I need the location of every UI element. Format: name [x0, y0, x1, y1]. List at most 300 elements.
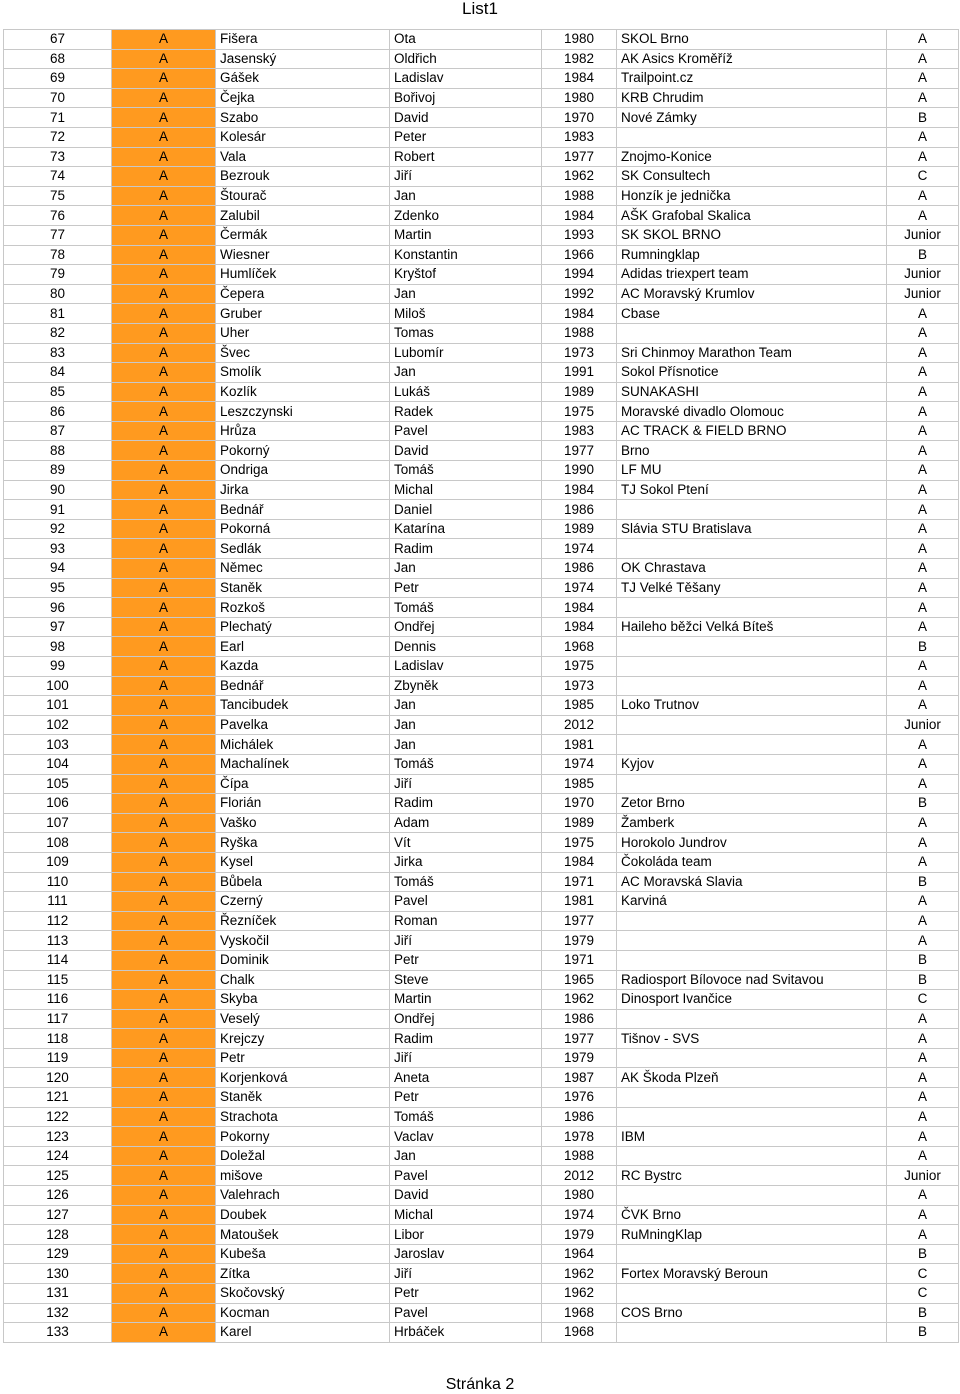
firstname-cell: Daniel: [390, 500, 542, 520]
birth-year-cell: 1981: [542, 735, 617, 755]
category-cell: A: [112, 147, 216, 167]
group-cell: A: [887, 127, 959, 147]
category-cell: A: [112, 30, 216, 50]
birth-year-cell: 1986: [542, 1009, 617, 1029]
category-cell: A: [112, 1107, 216, 1127]
category-cell: A: [112, 735, 216, 755]
group-cell: Junior: [887, 715, 959, 735]
firstname-cell: Martin: [390, 990, 542, 1010]
club-cell: Karviná: [617, 892, 887, 912]
surname-cell: mišove: [216, 1166, 390, 1186]
category-cell: A: [112, 1068, 216, 1088]
surname-cell: Staněk: [216, 1088, 390, 1108]
group-cell: A: [887, 500, 959, 520]
club-cell: COS Brno: [617, 1303, 887, 1323]
group-cell: A: [887, 559, 959, 579]
table-row: [4, 108, 959, 128]
firstname-cell: Pavel: [390, 421, 542, 441]
category-cell: A: [112, 167, 216, 187]
category-cell: A: [112, 461, 216, 481]
club-cell: Kyjov: [617, 754, 887, 774]
row-number: 115: [4, 970, 112, 990]
firstname-cell: Steve: [390, 970, 542, 990]
group-cell: Junior: [887, 225, 959, 245]
table-row: [4, 343, 959, 363]
table-row: [4, 676, 959, 696]
firstname-cell: Jan: [390, 186, 542, 206]
firstname-cell: Zbyněk: [390, 676, 542, 696]
category-cell: A: [112, 794, 216, 814]
table-row: [4, 774, 959, 794]
group-cell: A: [887, 852, 959, 872]
row-number: 109: [4, 852, 112, 872]
birth-year-cell: 1977: [542, 911, 617, 931]
group-cell: A: [887, 421, 959, 441]
group-cell: A: [887, 598, 959, 618]
surname-cell: Chalk: [216, 970, 390, 990]
table-row: [4, 1264, 959, 1284]
row-number: 116: [4, 990, 112, 1010]
birth-year-cell: 1962: [542, 167, 617, 187]
group-cell: B: [887, 637, 959, 657]
surname-cell: Němec: [216, 559, 390, 579]
club-cell: [617, 1284, 887, 1304]
table-row: [4, 69, 959, 89]
club-cell: [617, 931, 887, 951]
category-cell: A: [112, 1186, 216, 1206]
category-cell: A: [112, 1146, 216, 1166]
group-cell: A: [887, 696, 959, 716]
surname-cell: Korjenková: [216, 1068, 390, 1088]
birth-year-cell: 1981: [542, 892, 617, 912]
surname-cell: Bednář: [216, 676, 390, 696]
birth-year-cell: 1968: [542, 1323, 617, 1343]
group-cell: A: [887, 69, 959, 89]
firstname-cell: Jan: [390, 284, 542, 304]
group-cell: B: [887, 872, 959, 892]
birth-year-cell: 1983: [542, 127, 617, 147]
surname-cell: Jirka: [216, 480, 390, 500]
row-number: 84: [4, 363, 112, 383]
birth-year-cell: 1984: [542, 617, 617, 637]
firstname-cell: Ladislav: [390, 69, 542, 89]
birth-year-cell: 1964: [542, 1244, 617, 1264]
firstname-cell: Martin: [390, 225, 542, 245]
row-number: 123: [4, 1127, 112, 1147]
birth-year-cell: 1988: [542, 323, 617, 343]
table-row: [4, 480, 959, 500]
firstname-cell: Radim: [390, 1029, 542, 1049]
row-number: 89: [4, 461, 112, 481]
club-cell: KRB Chrudim: [617, 88, 887, 108]
category-cell: A: [112, 931, 216, 951]
firstname-cell: Kryštof: [390, 265, 542, 285]
table-row: [4, 970, 959, 990]
row-number: 126: [4, 1186, 112, 1206]
firstname-cell: Jan: [390, 696, 542, 716]
table-row: [4, 1107, 959, 1127]
table-row: [4, 617, 959, 637]
group-cell: A: [887, 657, 959, 677]
birth-year-cell: 1980: [542, 88, 617, 108]
row-number: 122: [4, 1107, 112, 1127]
firstname-cell: Petr: [390, 1284, 542, 1304]
club-cell: Rumningklap: [617, 245, 887, 265]
row-number: 111: [4, 892, 112, 912]
table-row: [4, 245, 959, 265]
club-cell: RC Bystrc: [617, 1166, 887, 1186]
table-row: [4, 323, 959, 343]
club-cell: Loko Trutnov: [617, 696, 887, 716]
surname-cell: Jasenský: [216, 49, 390, 69]
birth-year-cell: 1988: [542, 1146, 617, 1166]
category-cell: A: [112, 265, 216, 285]
row-number: 124: [4, 1146, 112, 1166]
row-number: 101: [4, 696, 112, 716]
firstname-cell: Aneta: [390, 1068, 542, 1088]
surname-cell: Bezrouk: [216, 167, 390, 187]
firstname-cell: Vít: [390, 833, 542, 853]
birth-year-cell: 1984: [542, 852, 617, 872]
row-number: 79: [4, 265, 112, 285]
category-cell: A: [112, 617, 216, 637]
category-cell: A: [112, 1264, 216, 1284]
table-row: [4, 225, 959, 245]
club-cell: Cbase: [617, 304, 887, 324]
table-row: [4, 598, 959, 618]
table-row: [4, 539, 959, 559]
club-cell: Dinosport Ivančice: [617, 990, 887, 1010]
row-number: 133: [4, 1323, 112, 1343]
table-row: [4, 363, 959, 383]
birth-year-cell: 1986: [542, 559, 617, 579]
firstname-cell: Ondřej: [390, 617, 542, 637]
birth-year-cell: 1989: [542, 813, 617, 833]
surname-cell: Rozkoš: [216, 598, 390, 618]
birth-year-cell: 1984: [542, 304, 617, 324]
surname-cell: Bednář: [216, 500, 390, 520]
firstname-cell: David: [390, 441, 542, 461]
group-cell: B: [887, 950, 959, 970]
surname-cell: Kysel: [216, 852, 390, 872]
club-cell: [617, 715, 887, 735]
table-row: [4, 1029, 959, 1049]
birth-year-cell: 1984: [542, 480, 617, 500]
table-row: [4, 950, 959, 970]
group-cell: A: [887, 774, 959, 794]
firstname-cell: Jan: [390, 363, 542, 383]
firstname-cell: Jaroslav: [390, 1244, 542, 1264]
firstname-cell: Ladislav: [390, 657, 542, 677]
row-number: 80: [4, 284, 112, 304]
birth-year-cell: 1962: [542, 1264, 617, 1284]
birth-year-cell: 1974: [542, 539, 617, 559]
group-cell: B: [887, 1303, 959, 1323]
table-row: [4, 284, 959, 304]
category-cell: A: [112, 108, 216, 128]
club-cell: [617, 911, 887, 931]
firstname-cell: Konstantin: [390, 245, 542, 265]
row-number: 106: [4, 794, 112, 814]
surname-cell: Pavelka: [216, 715, 390, 735]
group-cell: A: [887, 676, 959, 696]
club-cell: [617, 637, 887, 657]
firstname-cell: David: [390, 1186, 542, 1206]
firstname-cell: Ota: [390, 30, 542, 50]
birth-year-cell: 1971: [542, 872, 617, 892]
club-cell: Moravské divadlo Olomouc: [617, 402, 887, 422]
club-cell: SKOL Brno: [617, 30, 887, 50]
group-cell: A: [887, 1048, 959, 1068]
surname-cell: Szabo: [216, 108, 390, 128]
group-cell: A: [887, 1146, 959, 1166]
row-number: 87: [4, 421, 112, 441]
row-number: 72: [4, 127, 112, 147]
surname-cell: Švec: [216, 343, 390, 363]
category-cell: A: [112, 1127, 216, 1147]
firstname-cell: Jiří: [390, 167, 542, 187]
surname-cell: Staněk: [216, 578, 390, 598]
surname-cell: Earl: [216, 637, 390, 657]
category-cell: A: [112, 323, 216, 343]
surname-cell: Leszczynski: [216, 402, 390, 422]
group-cell: A: [887, 833, 959, 853]
row-number: 91: [4, 500, 112, 520]
table-row: [4, 813, 959, 833]
club-cell: Trailpoint.cz: [617, 69, 887, 89]
club-cell: SUNAKASHI: [617, 382, 887, 402]
table-row: [4, 657, 959, 677]
club-cell: AK Asics Kroměříž: [617, 49, 887, 69]
table-row: [4, 1166, 959, 1186]
birth-year-cell: 1984: [542, 598, 617, 618]
category-cell: A: [112, 245, 216, 265]
table-row: [4, 833, 959, 853]
category-cell: A: [112, 715, 216, 735]
club-cell: SK SKOL BRNO: [617, 225, 887, 245]
table-row: [4, 911, 959, 931]
club-cell: AC Moravská Slavia: [617, 872, 887, 892]
category-cell: A: [112, 1225, 216, 1245]
firstname-cell: Radim: [390, 794, 542, 814]
category-cell: A: [112, 186, 216, 206]
group-cell: A: [887, 1127, 959, 1147]
surname-cell: Kocman: [216, 1303, 390, 1323]
firstname-cell: Katarína: [390, 519, 542, 539]
category-cell: A: [112, 813, 216, 833]
row-number: 97: [4, 617, 112, 637]
table-row: [4, 1048, 959, 1068]
row-number: 76: [4, 206, 112, 226]
category-cell: A: [112, 304, 216, 324]
club-cell: TJ Velké Těšany: [617, 578, 887, 598]
category-cell: A: [112, 1166, 216, 1186]
table-row: [4, 1146, 959, 1166]
birth-year-cell: 1994: [542, 265, 617, 285]
table-row: [4, 637, 959, 657]
firstname-cell: Jan: [390, 1146, 542, 1166]
surname-cell: Pokorný: [216, 441, 390, 461]
category-cell: A: [112, 872, 216, 892]
group-cell: B: [887, 245, 959, 265]
row-number: 94: [4, 559, 112, 579]
club-cell: Zetor Brno: [617, 794, 887, 814]
firstname-cell: Lukáš: [390, 382, 542, 402]
club-cell: Brno: [617, 441, 887, 461]
club-cell: [617, 676, 887, 696]
category-cell: A: [112, 1029, 216, 1049]
group-cell: A: [887, 1186, 959, 1206]
firstname-cell: Vaclav: [390, 1127, 542, 1147]
surname-cell: Kozlík: [216, 382, 390, 402]
club-cell: [617, 774, 887, 794]
surname-cell: Pokorny: [216, 1127, 390, 1147]
surname-cell: Karel: [216, 1323, 390, 1343]
birth-year-cell: 1973: [542, 343, 617, 363]
group-cell: A: [887, 1088, 959, 1108]
table-row: [4, 441, 959, 461]
group-cell: B: [887, 970, 959, 990]
category-cell: A: [112, 990, 216, 1010]
club-cell: [617, 950, 887, 970]
table-row: [4, 402, 959, 422]
group-cell: C: [887, 1284, 959, 1304]
birth-year-cell: 1983: [542, 421, 617, 441]
birth-year-cell: 1966: [542, 245, 617, 265]
row-number: 127: [4, 1205, 112, 1225]
club-cell: AC Moravský Krumlov: [617, 284, 887, 304]
surname-cell: Čermák: [216, 225, 390, 245]
club-cell: ČVK Brno: [617, 1205, 887, 1225]
club-cell: [617, 1244, 887, 1264]
firstname-cell: Jan: [390, 559, 542, 579]
surname-cell: Zítka: [216, 1264, 390, 1284]
firstname-cell: Robert: [390, 147, 542, 167]
firstname-cell: David: [390, 108, 542, 128]
category-cell: A: [112, 833, 216, 853]
surname-cell: Ryška: [216, 833, 390, 853]
birth-year-cell: 1970: [542, 108, 617, 128]
category-cell: A: [112, 1048, 216, 1068]
club-cell: [617, 1186, 887, 1206]
category-cell: A: [112, 676, 216, 696]
club-cell: LF MU: [617, 461, 887, 481]
firstname-cell: Tomáš: [390, 461, 542, 481]
category-cell: A: [112, 696, 216, 716]
table-row: [4, 715, 959, 735]
firstname-cell: Radim: [390, 539, 542, 559]
birth-year-cell: 1991: [542, 363, 617, 383]
surname-cell: Florián: [216, 794, 390, 814]
surname-cell: Kolesár: [216, 127, 390, 147]
surname-cell: Vaško: [216, 813, 390, 833]
category-cell: A: [112, 441, 216, 461]
category-cell: A: [112, 88, 216, 108]
table-row: [4, 500, 959, 520]
table-row: [4, 461, 959, 481]
category-cell: A: [112, 402, 216, 422]
birth-year-cell: 2012: [542, 715, 617, 735]
firstname-cell: Libor: [390, 1225, 542, 1245]
table-row: [4, 30, 959, 50]
table-row: [4, 1186, 959, 1206]
category-cell: A: [112, 127, 216, 147]
surname-cell: Smolík: [216, 363, 390, 383]
birth-year-cell: 1974: [542, 1205, 617, 1225]
firstname-cell: Lubomír: [390, 343, 542, 363]
surname-cell: Veselý: [216, 1009, 390, 1029]
table-row: [4, 49, 959, 69]
firstname-cell: Petr: [390, 950, 542, 970]
birth-year-cell: 1965: [542, 970, 617, 990]
birth-year-cell: 1974: [542, 754, 617, 774]
table-row: [4, 990, 959, 1010]
row-number: 88: [4, 441, 112, 461]
surname-cell: Čípa: [216, 774, 390, 794]
row-number: 128: [4, 1225, 112, 1245]
group-cell: B: [887, 1323, 959, 1343]
birth-year-cell: 1986: [542, 500, 617, 520]
row-number: 102: [4, 715, 112, 735]
firstname-cell: Tomas: [390, 323, 542, 343]
row-number: 132: [4, 1303, 112, 1323]
group-cell: A: [887, 735, 959, 755]
group-cell: Junior: [887, 284, 959, 304]
surname-cell: Petr: [216, 1048, 390, 1068]
group-cell: A: [887, 88, 959, 108]
club-cell: Adidas triexpert team: [617, 265, 887, 285]
club-cell: Nové Zámky: [617, 108, 887, 128]
row-number: 96: [4, 598, 112, 618]
row-number: 103: [4, 735, 112, 755]
birth-year-cell: 1962: [542, 1284, 617, 1304]
birth-year-cell: 1990: [542, 461, 617, 481]
table-row: [4, 872, 959, 892]
birth-year-cell: 1973: [542, 676, 617, 696]
category-cell: A: [112, 578, 216, 598]
club-cell: [617, 1048, 887, 1068]
row-number: 104: [4, 754, 112, 774]
group-cell: A: [887, 186, 959, 206]
surname-cell: Ondriga: [216, 461, 390, 481]
table-row: [4, 1127, 959, 1147]
category-cell: A: [112, 657, 216, 677]
birth-year-cell: 1975: [542, 833, 617, 853]
table-row: [4, 382, 959, 402]
surname-cell: Czerný: [216, 892, 390, 912]
firstname-cell: Adam: [390, 813, 542, 833]
row-number: 120: [4, 1068, 112, 1088]
birth-year-cell: 1986: [542, 1107, 617, 1127]
club-cell: Haileho běžci Velká Bíteš: [617, 617, 887, 637]
club-cell: Radiosport Bílovoce nad Svitavou: [617, 970, 887, 990]
table-row: [4, 421, 959, 441]
surname-cell: Doubek: [216, 1205, 390, 1225]
row-number: 108: [4, 833, 112, 853]
table-row: [4, 696, 959, 716]
table-row: [4, 265, 959, 285]
club-cell: [617, 1146, 887, 1166]
row-number: 131: [4, 1284, 112, 1304]
birth-year-cell: 1976: [542, 1088, 617, 1108]
category-cell: A: [112, 343, 216, 363]
group-cell: A: [887, 539, 959, 559]
firstname-cell: Pavel: [390, 892, 542, 912]
firstname-cell: Petr: [390, 578, 542, 598]
row-number: 105: [4, 774, 112, 794]
category-cell: A: [112, 754, 216, 774]
surname-cell: Zalubil: [216, 206, 390, 226]
